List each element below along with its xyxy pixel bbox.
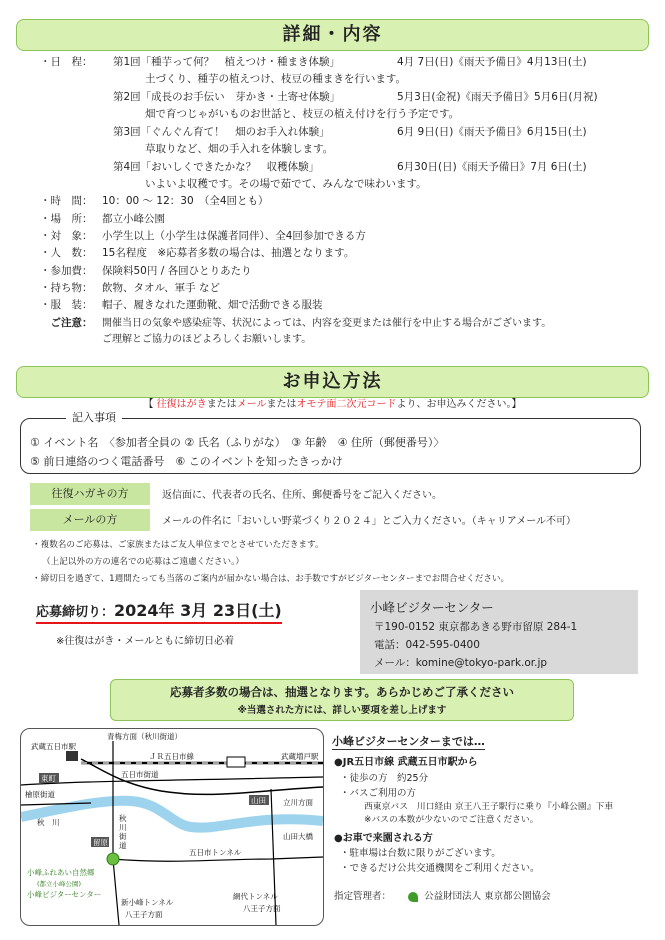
detail-notice-2: ご理解とご協力のほどよろしくお願いします。 [102, 334, 312, 345]
method-postcard: 往復はがき [156, 399, 207, 410]
access-bus-note: ※バスの本数が少ないのでご注意ください。 [364, 815, 539, 825]
detail-clothing: ・服 装： 帽子、履きなれた運動靴、畑で活動できる服装 [40, 299, 323, 311]
session-1 [113, 55, 587, 69]
lottery-line-1: 応募者多数の場合は、抽選となります。あらかじめご了承ください [169, 685, 515, 699]
postcard-label: 往復ハガキの方 [30, 483, 150, 505]
session-desc: 土づくり、種芋の植えつけ、枝豆の種まきを行います。 [145, 73, 407, 85]
map-label-new-komine: 新小峰トンネル [121, 898, 174, 907]
apply-title: お申込方法 [282, 371, 383, 392]
map-label-yamada: 山田 [251, 796, 266, 805]
detail-capacity: ・人 数： 15名程度 ※応募者多数の場合は、抽選となります。 [40, 247, 355, 259]
map-label-oume: 青梅方面（秋川街道） [107, 732, 182, 741]
contact-name: 小峰ビジターセンター [370, 600, 494, 615]
access-bus: ・バスご利用の方 [340, 788, 417, 799]
road-main [81, 759, 323, 794]
deadline-label: 応募締切り： [36, 605, 115, 620]
map-label-yamada-bridge: 山田大橋 [283, 832, 313, 841]
map-label-nature-2: (都立小峰公園) [37, 880, 82, 888]
contact-email: メール：komine@tokyo-park.or.jp [374, 657, 548, 669]
detail-belongings: ・持ち物： 飲物、タオル、軍手 など [40, 282, 220, 294]
map-label-itsukaichi-kaido: 五日市街道 [121, 770, 159, 779]
mail-text: メールの件名に「おいしい野菜づくり２０２４」とご入力ください。（キャリアメール不可） [162, 516, 576, 527]
map-label-tunnel: 五日市トンネル [189, 848, 242, 857]
access-car-head: ●お車で来園される方 [334, 833, 433, 844]
detail-target: ・対 象： 小学生以上（小学生は保護者同伴）、全4回参加できる方 [40, 230, 366, 242]
map-label-hinohara: 檜原街道 [25, 790, 55, 799]
session-date: 6月30日(日)《雨天予備日》7月 6日(土) [397, 161, 587, 173]
mail-label: メールの方 [30, 509, 150, 531]
session-3 [113, 125, 587, 139]
apply-methods: 【 往復はがきまたはメールまたはオモテ面二次元コードより、お申込みください。】 [143, 399, 522, 410]
detail-place: ・場 所： 都立小峰公園 [40, 213, 165, 225]
access-car-2: ・できるだけ公共交通機関をご利用ください。 [340, 863, 540, 874]
map-label-nature-1: 小峰ふれあい自然郷 [27, 868, 95, 877]
session-name: 第3回「ぐんぐん育て！ 畑のお手入れ体験」 [113, 126, 330, 138]
map-label-hachioji-2: 八王子方面 [243, 904, 281, 913]
note-3: ・締切日を過ぎて、1週間たっても当落のご案内が届かない場合は、お手数ですがビジターセンターまでお問合せください。 [32, 574, 510, 584]
schedule-label: ・日 程： [40, 56, 93, 68]
manager-logo-icon [408, 892, 418, 902]
method-qr: オモテ面二次元コード [296, 399, 397, 410]
lottery-banner [110, 679, 574, 721]
deadline-note: ※往復はがき・メールともに締切日必着 [56, 636, 235, 647]
river-shape [21, 801, 323, 828]
note-1: ・複数名のご応募は、ご家族またはご友人単位までとさせていただきます。 [32, 540, 324, 550]
detail-notice: ご注意： 開催当日の気象や感染症等、状況によっては、内容を変更または催行を中止する場合がございます。 [40, 317, 552, 329]
details-title: 詳細・内容 [282, 24, 383, 45]
detail-time: ・時 間： 10：00 ～ 12：30 （全4回とも） [40, 195, 269, 207]
access-bus-detail: 西東京バス 川口経由 京王八王子駅行に乗り『小峰公園』下車 [364, 802, 614, 812]
postcard-text: 返信面に、代表者の氏名、住所、郵便番号をご記入ください。 [162, 490, 442, 501]
train-icon [227, 757, 245, 767]
entry-line-1: ① イベント名 〈参加者全員の ② 氏名（ふりがな） ③ 年齢 ④ 住所（郵便番号）〉 [30, 436, 445, 449]
method-mail: メール [236, 399, 267, 410]
access-map [20, 728, 324, 926]
map-label-jr-line: ＪＲ五日市線 [149, 752, 194, 761]
session-name: 第2回「成長のお手伝い 芽かき・土寄せ体験」 [113, 91, 341, 103]
note-2: （上記以外の方の連名での応募はご遠慮ください。） [42, 557, 244, 567]
station-itsukaichi-marker [66, 751, 78, 761]
contact-address: 〒190-0152 東京都あきる野市留原 284-1 [374, 621, 578, 633]
map-label-itsukaichi-station: 武蔵五日市駅 [31, 742, 76, 751]
manager-label: 指定管理者： [334, 891, 392, 902]
access-train-head: ●JR五日市線 武蔵五日市駅から [334, 757, 478, 768]
session-desc: いよいよ収穫です。その場で茹でて、みんなで味わいます。 [145, 178, 427, 190]
session-2 [113, 90, 598, 104]
apply-header [16, 366, 649, 398]
session-date: 4月 7日(日)《雨天予備日》4月13日(土) [397, 56, 587, 68]
map-label-akigawa: 秋 川 [37, 818, 60, 827]
map-svg [21, 729, 323, 925]
session-4 [113, 160, 587, 174]
deadline-value: 2024年 3月 23日(土) [114, 601, 282, 620]
session-date: 5月3日(金祝)《雨天予備日》5月6日(月祝) [397, 91, 598, 103]
map-label-masuko: 武蔵増戸駅 [281, 752, 319, 761]
session-date: 6月 9日(日)《雨天予備日》6月15日(土) [397, 126, 587, 138]
session-desc: 畑で育つじゃがいものお世話と、枝豆の植え付けを行う予定です。 [145, 108, 460, 120]
map-label-amidako: 網代トンネル [233, 892, 278, 901]
park-marker [107, 853, 119, 865]
manager-name: 公益財団法人 東京都公園協会 [424, 891, 551, 902]
entry-header: 記入事項 [66, 411, 122, 425]
access-title: 小峰ビジターセンターまでは… [332, 735, 485, 748]
road-itsukaichi [21, 777, 323, 785]
map-label-nature-3: 小峰ビジターセンター [27, 890, 102, 899]
session-name: 第4回「おいしくできたかな？ 収穫体験」 [113, 161, 320, 173]
map-label-tategawa: 立川方面 [283, 798, 313, 807]
access-walk: ・徒歩の方 約25分 [340, 773, 429, 784]
map-label-akigawa-kaido: 秋川街道 [119, 814, 127, 850]
contact-phone: 電話：042-595-0400 [374, 639, 480, 651]
map-label-higashimachi: 東町 [41, 774, 56, 783]
entry-line-2: ⑤ 前日連絡のつく電話番号 ⑥ このイベントを知ったきっかけ [30, 455, 343, 468]
map-label-hachioji-1: 八王子方面 [125, 910, 163, 919]
lottery-line-2: ※当選された方には、詳しい要項を差し上げます [237, 705, 447, 716]
contact-box [360, 590, 638, 674]
details-header [16, 19, 649, 51]
deadline [36, 598, 282, 624]
map-label-tomegahara: 留原 [93, 838, 108, 847]
manager [334, 888, 551, 902]
access-car-1: ・駐車場は台数に限りがございます。 [340, 848, 501, 859]
detail-fee: ・参加費： 保険料50円 / 各回ひとりあたり [40, 265, 252, 277]
session-name: 第1回「種芋って何？ 植えつけ・種まき体験」 [113, 56, 340, 68]
road-tunnel [113, 857, 323, 861]
session-desc: 草取りなど、畑の手入れを体験します。 [145, 143, 334, 155]
